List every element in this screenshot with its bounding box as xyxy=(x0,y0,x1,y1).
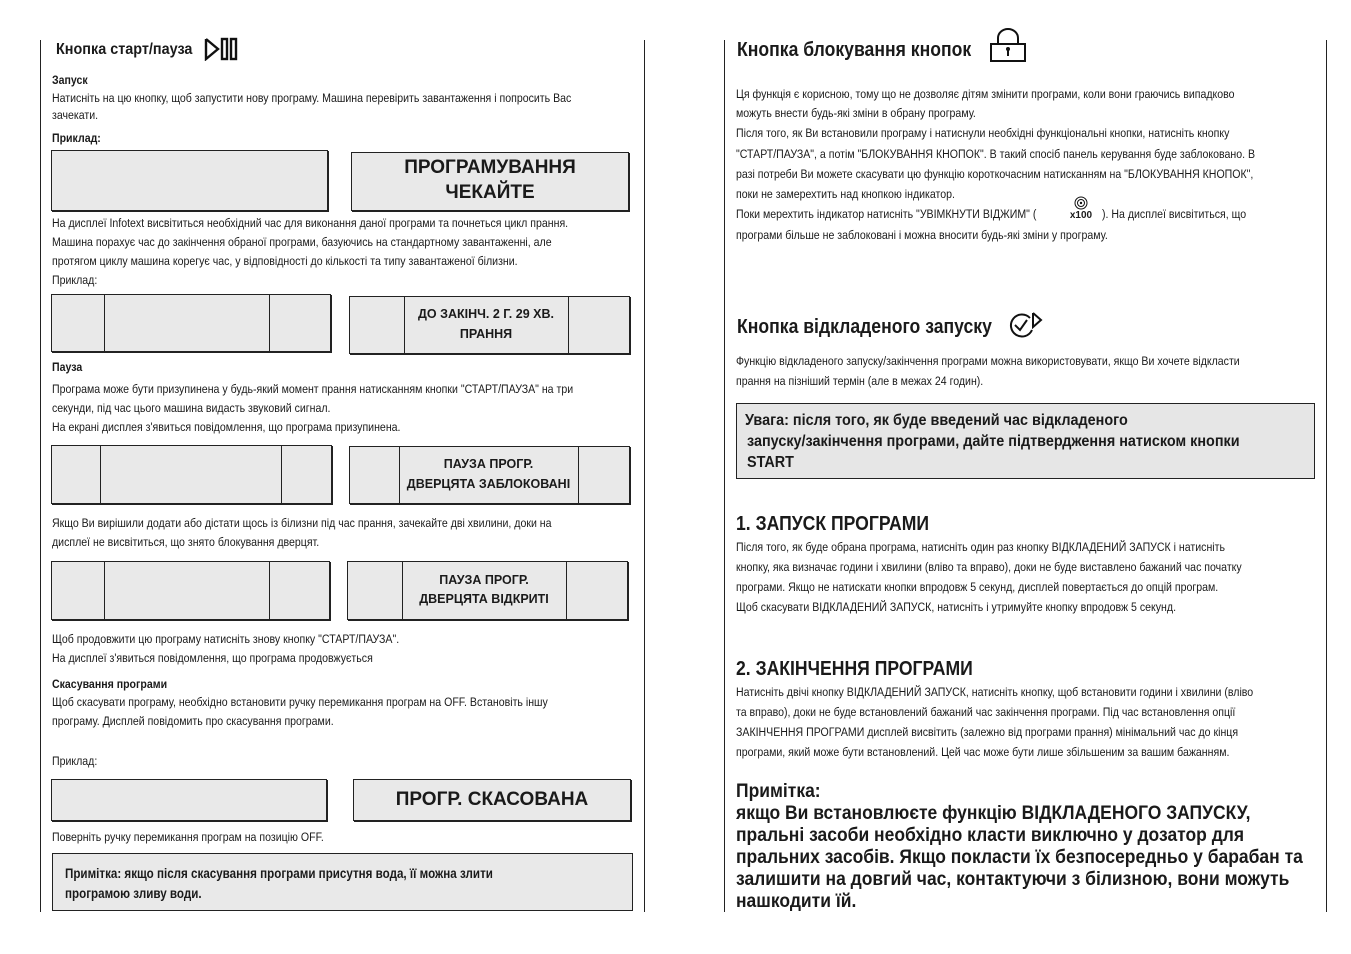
display-time-left-line-1: ДО ЗАКІНЧ. 2 Г. 29 ХВ. xyxy=(418,307,554,321)
start-text-line-1: Натисніть на цю кнопку, щоб запустити нову програму. Машина перевірить завантаження і попросить Вас xyxy=(52,91,572,105)
pause-text-line-2: секунди, під час цього машина видасть звуковий сигнал. xyxy=(52,401,331,415)
off-text: Поверніть ручку перемикання програм на позицію OFF. xyxy=(52,830,324,844)
lock-icon xyxy=(988,28,1028,64)
section2-text-line-3: ЗАКІНЧЕННЯ ПРОГРАМИ дисплей висвітить (залежно від програми прання) мінімальний час до кінця xyxy=(736,725,1239,739)
display-time-left xyxy=(349,296,630,354)
continue-text-line-1: Щоб продовжити цю програму натисніть знову кнопку "СТАРТ/ПАУЗА". xyxy=(52,632,400,646)
example-label-3: Приклад: xyxy=(52,754,98,768)
example-label-2: Приклад: xyxy=(52,273,98,287)
display-cell-divider xyxy=(281,446,282,503)
display-programming-line-1: ПРОГРАМУВАННЯ xyxy=(404,157,576,178)
delay-text-line-1: Функцію відкладеного запуску/закінчення програми можна використовувати, якщо Ви хочете відкласти xyxy=(736,354,1240,368)
start-heading: Запуск xyxy=(52,73,88,87)
display-cell-divider xyxy=(399,447,400,503)
section1-text-line-4: Щоб скасувати ВІДКЛАДЕНИЙ ЗАПУСК, натисніть і утримуйте кнопку впродовж 5 секунд. xyxy=(736,600,1177,614)
section1-text-line-3: програми. Якщо не натискати кнопки впродовж 5 секунд, дисплей повертається до опцій програм. xyxy=(736,580,1219,594)
example-label-1: Приклад: xyxy=(52,131,101,145)
section2-title: 2. ЗАКІНЧЕННЯ ПРОГРАМИ xyxy=(736,658,973,680)
display-door-locked-line-2: ДВЕРЦЯТА ЗАБЛОКОВАНІ xyxy=(406,477,571,491)
detergent-note-line-2: пральні засоби необхідно класти виключно у дозатор для xyxy=(736,825,1245,846)
display-cell-divider xyxy=(578,447,579,503)
display-cell-divider xyxy=(100,446,101,503)
pause-text-line-1: Програма може бути призупинена у будь-який момент прання натисканням кнопки "СТАРТ/ПАУЗА" на три xyxy=(52,382,574,396)
display-blank-4 xyxy=(51,561,330,620)
display-programming-line-2: ЧЕКАЙТЕ xyxy=(445,182,535,203)
pause-text-line-3: На екрані дисплея з'явиться повідомлення, що програма призупинена. xyxy=(52,420,401,434)
lock-text-line-6: поки не замерехтить над кнопкою індикатор. xyxy=(736,187,955,201)
delay-title: Кнопка відкладеного запуску xyxy=(737,316,992,338)
delay-icon xyxy=(1006,310,1044,340)
delay-text-line-2: прання на пізніший термін (але в межах 24 годин). xyxy=(736,374,984,388)
detergent-note-title: Примітка: xyxy=(736,781,821,802)
section2-text-line-1: Натисніть двічі кнопку ВІДКЛАДЕНИЙ ЗАПУСК, натисніть кнопку, щоб встановити години і хвилини (вліво xyxy=(736,685,1254,699)
infotext-line-1: На дисплеї Infotext висвітиться необхідний час для виконання даної програми та почнеться цикл прання. xyxy=(52,216,569,230)
column-rule-left xyxy=(40,40,41,912)
column-rule-mid-right xyxy=(724,40,725,912)
section1-text-line-1: Після того, як буде обрана програма, натисніть один раз кнопку ВІДКЛАДЕНИЙ ЗАПУСК і натисніть xyxy=(736,540,1225,554)
display-cell-divider xyxy=(104,295,105,351)
lock-text-line-4: "СТАРТ/ПАУЗА", а потім "БЛОКУВАННЯ КНОПОК". В такий спосіб панель керування буде заблоковано. В xyxy=(736,147,1256,161)
lock-text-line-2: можуть внести будь-які зміни в обрану програму. xyxy=(736,106,976,120)
display-programming xyxy=(351,152,629,211)
lock-text-line-5: разі потреби Ви можете скасувати цю функцію короткочасним натисканням на "БЛОКУВАННЯ КНОПОК", xyxy=(736,167,1254,181)
detergent-note-line-3: пральних засобів. Якщо покласти їх безпосередньо у барабан та xyxy=(736,847,1303,868)
display-cancelled xyxy=(353,779,631,821)
display-cell-divider xyxy=(566,562,567,619)
section2-text-line-4: програми, який може бути встановлений. Цей час може бути лише збільшеним за вашим бажанням. xyxy=(736,745,1230,759)
display-cancelled-text: ПРОГР. СКАСОВАНА xyxy=(395,789,589,810)
display-cell-divider xyxy=(104,562,105,619)
laundry-text-line-2: дисплеї не висвітиться, що знято блокування дверцят. xyxy=(52,535,320,549)
lock-text-line-1: Ця функція є корисною, тому що не дозволяє дітям змінити програми, коли вони граючись випадково xyxy=(736,87,1235,101)
lock-text-line-7b: ). На дисплеї висвітиться, що xyxy=(1102,207,1247,221)
cancel-heading: Скасування програми xyxy=(52,677,168,691)
display-cell-divider xyxy=(568,297,569,353)
detergent-note-line-4: залишити на довгий час, контактуючи з білизною, вони можуть xyxy=(736,869,1290,890)
start-text-line-2: зачекати. xyxy=(52,108,99,122)
drain-note-line-1: Примітка: якщо після скасування програми присутня вода, її можна злити xyxy=(65,866,493,881)
spin-icon-label: x100 xyxy=(1069,210,1093,221)
drain-note-line-2: програмою зливу води. xyxy=(65,886,202,901)
section1-title: 1. ЗАПУСК ПРОГРАМИ xyxy=(736,513,930,535)
display-blank-5 xyxy=(51,779,327,821)
spin-icon xyxy=(1064,196,1098,221)
display-blank-2 xyxy=(51,294,331,352)
display-door-open-line-2: ДВЕРЦЯТА ВІДКРИТІ xyxy=(419,592,549,606)
detergent-note-line-5: нашкодити їй. xyxy=(736,891,857,912)
start-pause-title: Кнопка старт/пауза xyxy=(56,41,193,58)
lock-text-line-8: програми більше не заблоковані і можна вносити будь-які зміни у програму. xyxy=(736,228,1108,242)
infotext-line-2: Машина порахує час до закінчення обраної програми, базуючись на стандартному завантаженні, але xyxy=(52,235,552,249)
display-cell-divider xyxy=(404,297,405,353)
column-rule-mid-left xyxy=(644,40,645,912)
display-door-open-line-1: ПАУЗА ПРОГР. xyxy=(439,573,529,587)
delay-warning-line-2: запуску/закінчення програми, дайте підтвердження натиском кнопки xyxy=(747,433,1240,450)
display-cell-divider xyxy=(402,562,403,619)
display-cell-divider xyxy=(269,562,270,619)
display-door-locked xyxy=(349,446,630,504)
display-blank-3 xyxy=(51,445,332,504)
column-rule-right xyxy=(1326,40,1327,912)
cancel-text-line-1: Щоб скасувати програму, необхідно встановити ручку перемикання програм на OFF. Встановіть іншу xyxy=(52,695,548,709)
display-door-locked-line-1: ПАУЗА ПРОГР. xyxy=(443,457,534,471)
lock-text-line-7a: Поки мерехтить індикатор натисніть "УВІМКНУТИ ВІДЖИМ" ( xyxy=(736,207,1037,221)
display-blank-1 xyxy=(51,150,328,211)
delay-warning-box xyxy=(736,403,1315,479)
play-pause-icon xyxy=(204,37,240,61)
pause-heading: Пауза xyxy=(52,360,83,374)
display-door-open xyxy=(347,561,628,620)
lock-text-line-3: Після того, як Ви встановили програму і натиснули необхідні функціональні кнопки, натисніть кнопку xyxy=(736,126,1230,140)
cancel-text-line-2: програму. Дисплей повідомить про скасування програми. xyxy=(52,714,334,728)
laundry-text-line-1: Якщо Ви вирішили додати або дістати щось із білизни під час прання, зачекайте дві хвилини, доки на xyxy=(52,516,552,530)
infotext-line-3: протягом циклу машина корегує час, у відповідності до кількості та типу завантаженої білизни. xyxy=(52,254,518,268)
display-cell-divider xyxy=(269,295,270,351)
detergent-note-line-1: якщо Ви встановлюєте функцію ВІДКЛАДЕНОГО ЗАПУСКУ, xyxy=(736,803,1251,824)
drain-note-box xyxy=(52,853,633,911)
display-time-left-line-2: ПРАННЯ xyxy=(459,327,513,341)
section1-text-line-2: кнопку, яка визначає години і хвилини (вліво та вправо), доки не буде виставлено бажаний час початку xyxy=(736,560,1242,574)
continue-text-line-2: На дисплеї з'явиться повідомлення, що програма продовжується xyxy=(52,651,373,665)
delay-warning-line-3: START xyxy=(747,454,794,471)
delay-warning-line-1: Увага: після того, як буде введений час відкладеного xyxy=(745,412,1128,429)
section2-text-line-2: та вправо), доки не буде встановлений бажаний час закінчення програми. Під час встановлення опції xyxy=(736,705,1236,719)
lock-title: Кнопка блокування кнопок xyxy=(737,39,972,61)
